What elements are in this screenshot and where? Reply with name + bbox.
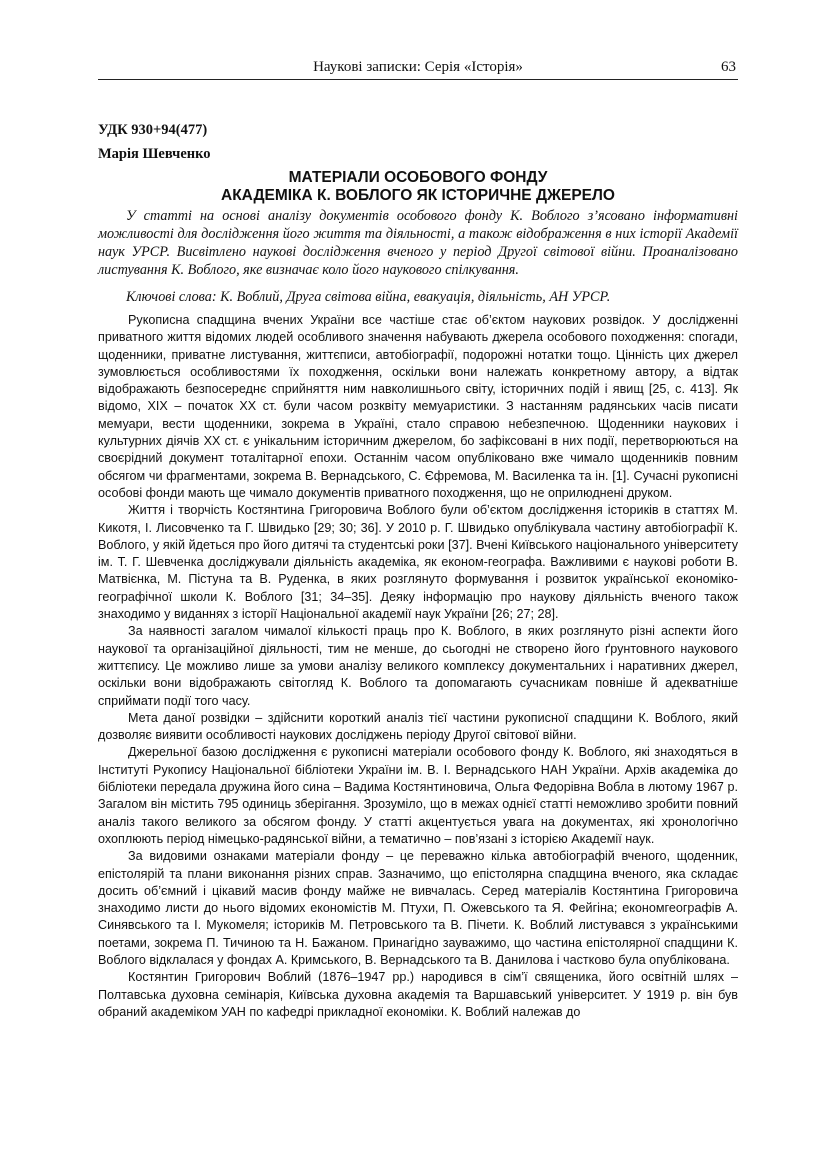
journal-title: Наукові записки: Серія «Історія»: [313, 59, 523, 75]
page-number: 63: [721, 59, 736, 75]
udc-code: УДК 930+94(477): [98, 122, 208, 138]
running-header: [98, 57, 738, 80]
body-paragraph: Костянтин Григорович Воблий (1876–1947 рр.) народився в сім’ї священика, його освітній шлях – Полтавська духовна семінарія, Київська духовна академія та Варшавський університет. У 1919 р. він був обраний академіком УАН по кафедрі прикладної економіки. К. Воблий належав до: [98, 970, 738, 1019]
article-title-line-2: АКАДЕМІКА К. ВОБЛОГО ЯК ІСТОРИЧНЕ ДЖЕРЕЛО: [221, 187, 615, 204]
abstract: У статті на основі аналізу документів особового фонду К. Воблого з’ясовано інформативні можливості для дослідження його життя та діяльності, а також відображення в них історії Академії наук УРСР. Висвітлено наукові дослідження вченого у період Другої світової війни. Проаналізовано листування К. Воблого, яке визначає коло його наукового спілкування.: [98, 208, 738, 278]
article-title-line-1: МАТЕРІАЛИ ОСОБОВОГО ФОНДУ: [288, 169, 548, 186]
keywords: Ключові слова: К. Воблий, Друга світова війна, евакуація, діяльність, АН УРСР.: [126, 289, 611, 305]
body-paragraph: Джерельної базою дослідження є рукописні матеріали особового фонду К. Воблого, які знаходяться в Інституті Рукопису Національної бібліотеки України ім. В. І. Вернадського НАН України. Архів академіка до бібліотеки передала дружина його сина – Вадима Костянтиновича, Ольга Федорівна Вобла в лютому 1967 р. Загалом він містить 795 одиниць зберігання. Зрозуміло, що в межах однієї статті неможливо зробити повний аналіз такого великого за обсягом фонду. У статті акцентується увага на документах, які хронологічно охоплюють період німецько-радянської війни, а тематично – пов’язані з історією Академії наук.: [98, 745, 738, 846]
body-paragraph: Життя і творчість Костянтина Григоровича Воблого були об’єктом дослідження істориків в статтях М. Кикотя, І. Лисовченко та Г. Швидько [29; 30; 36]. У 2010 р. Г. Швидько опублікувала частину автобіографії К. Воблого, у якій йдеться про його дитячі та студентські роки [37]. Вчені Київського національного університету ім. Т. Г. Шевченка досліджували діяльність академіка, як економ-географа. Важливими є наукові роботи В. Матвієнка, М. Пістуна та В. Руденка, в яких розглянуто формування і розвиток української економіко-географічної школи К. Воблого [31; 34–35]. Деяку інформацію про наукову діяльність вченого також знаходимо у виданнях з історії Національної академії наук України [26; 27; 28].: [98, 503, 738, 622]
article-title: [98, 169, 738, 205]
body-paragraph: Рукописна спадщина вчених України все частіше стає об’єктом наукових розвідок. У дослідженні приватного життя відомих людей особливого значення набувають джерела особового походження: спогади, щоденники, приватне листування, життєписи, автобіографії, подорожні нотатки тощо. Цінність цих джерел зумовлюється особливостями їх походження, оскільки вони належать конкретному автору, а відтак відображають безпосереднє сприйняття ним навколишнього світу, історичних подій і явищ [25, с. 413]. Як відомо, ХІХ – початок ХХ ст. були часом розквіту мемуаристики. З настанням радянських часів писати мемуари, вести щоденники, зокрема в Україні, стало справою небезпечною. Щоденники наукових і культурних діячів ХХ ст. є унікальним історичним джерелом, бо зафіксовані в них події, перетворюються на своєрідний документ тоталітарної епохи. Останнім часом опубліковано вже чимало щоденників повним обсягом чи фрагментами, зокрема В. Вернадського, С. Єфремова, М. Василенка та ін. [1]. Сучасні рукописні особові фонди мають ще чимало документів приватного походження, що не оприлюднені друком.: [98, 313, 738, 500]
body-paragraph: За наявності загалом чималої кількості праць про К. Воблого, в яких розглянуто різні аспекти його наукової та організаційної діяльності, тим не менше, до сьогодні не створено його ґрунтовного наукового життєпису. Це можливо лише за умови аналізу великого комплексу документальних і наративних джерел, оскільки вони відображають світогляд К. Воблого та допомагають сучасникам повніше й адекватніше сприймати події того часу.: [98, 624, 738, 708]
article-body: [98, 312, 738, 1021]
body-paragraph: Мета даної розвідки – здійснити короткий аналіз тієї частини рукописної спадщини К. Воблого, який дозволяє виявити особливості наукових досліджень періоду Другої світової війни.: [98, 710, 738, 743]
body-paragraph: За видовими ознаками матеріали фонду – це переважно кілька автобіографій вченого, щоденник, епістолярій та плани виконання різних справ. Зазначимо, що епістолярна спадщина вченого, яка складає досить об’ємний і цікавий масив фонду майже не вивчалась. Серед матеріалів Костянтина Григоровича знаходимо листи до нього відомих економістів М. Птухи, П. Ожевського та Я. Фейгіна; економгеографів А. Синявського та І. Мукомеля; істориків М. Петровського та В. Пічети. К. Воблий листувався з українськими поетами, зокрема П. Тичиною та Н. Бажаном. Принагідно зауважимо, що частина епістолярної спадщини К. Воблого відклалася у фондах А. Кримського, В. Вернадського та В. Данилова і частково була опублікована.: [98, 849, 738, 967]
author-name: Марія Шевченко: [98, 146, 211, 162]
